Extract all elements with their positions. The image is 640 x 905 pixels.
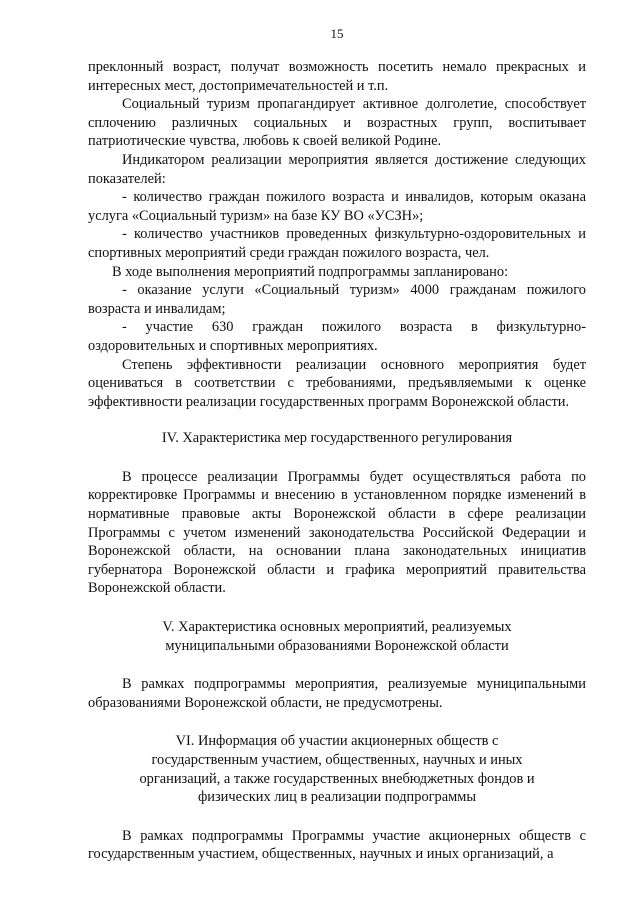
section-6-body: В рамках подпрограммы Программы участие акционерных обществ с государственным участием, общественных, научных и иных организаций, а (88, 827, 586, 863)
list-item-indicator-2: - количество участников проведенных физкультурно-оздоровительных и спортивных мероприятий среди граждан пожилого возраста, чел. (88, 226, 586, 261)
section-5-heading-line-1: V. Характеристика основных мероприятий, реализуемых (162, 619, 512, 636)
section-5-body: В рамках подпрограммы мероприятия, реализуемые муниципальными образованиями Воронежской области, не предусмотрены. (88, 676, 586, 711)
section-6-heading-line-1: VI. Информация об участии акционерных обществ с (175, 733, 499, 750)
paragraph-effectiveness: Степень эффективности реализации основного мероприятия будет оцениваться в соответствии с требованиями, предъявляемыми к оценке эффективности реализации государственных программ Воронежской области. (88, 356, 586, 410)
section-5-heading (88, 618, 586, 655)
list-item-indicator-1: - количество граждан пожилого возраста и инвалидов, которым оказана услуга «Социальный туризм» на базе КУ ВО «УСЗН»; (88, 189, 586, 224)
section-4-heading (88, 429, 586, 448)
paragraph-indicator-intro: Индикатором реализации мероприятия является достижение следующих показателей: (88, 151, 586, 187)
paragraph-planned-intro: В ходе выполнения мероприятий подпрограммы запланировано: (112, 263, 509, 280)
section-4-body: В процессе реализации Программы будет осуществляться работа по корректировке Программы и внесению в установленном порядке изменений в нормативные правовые акты Воронежской области в сфере реализации Программы с учетом изменений законодательства Российской Федерации и Воронежской области, на основании плана законодательных инициатив губернатора Воронежской области и графика мероприятий правительства Воронежской области. (88, 468, 586, 597)
list-item-planned-2: - участие 630 граждан пожилого возраста в физкультурно-оздоровительных и спортивных мероприятиях. (88, 319, 586, 354)
list-item-planned-1: - оказание услуги «Социальный туризм» 4000 гражданам пожилого возраста и инвалидам; (88, 282, 586, 317)
section-5-heading-line-2: муниципальными образованиями Воронежской области (165, 637, 509, 654)
section-6-heading (88, 732, 586, 806)
section-6-heading-line-4: физических лиц в реализации подпрограммы (197, 789, 477, 806)
paragraph-social-tourism: Социальный туризм пропагандирует активное долголетие, способствует сплочению различных социальных и возрастных групп, воспитывает патриотические чувства, любовь к своей великой Родине. (88, 96, 586, 150)
section-4-heading-line: IV. Характеристика мер государственного регулирования (161, 430, 513, 447)
section-6-heading-line-2: государственным участием, общественных, научных и иных (151, 752, 523, 768)
paragraph-continuation: преклонный возраст, получат возможность посетить немало прекрасных и интересных мест, достопримечательностей и т.п. (88, 59, 586, 94)
page-number: 15 (330, 26, 344, 41)
section-6-heading-line-3: организаций, а также государственных внебюджетных фондов и (139, 770, 535, 787)
